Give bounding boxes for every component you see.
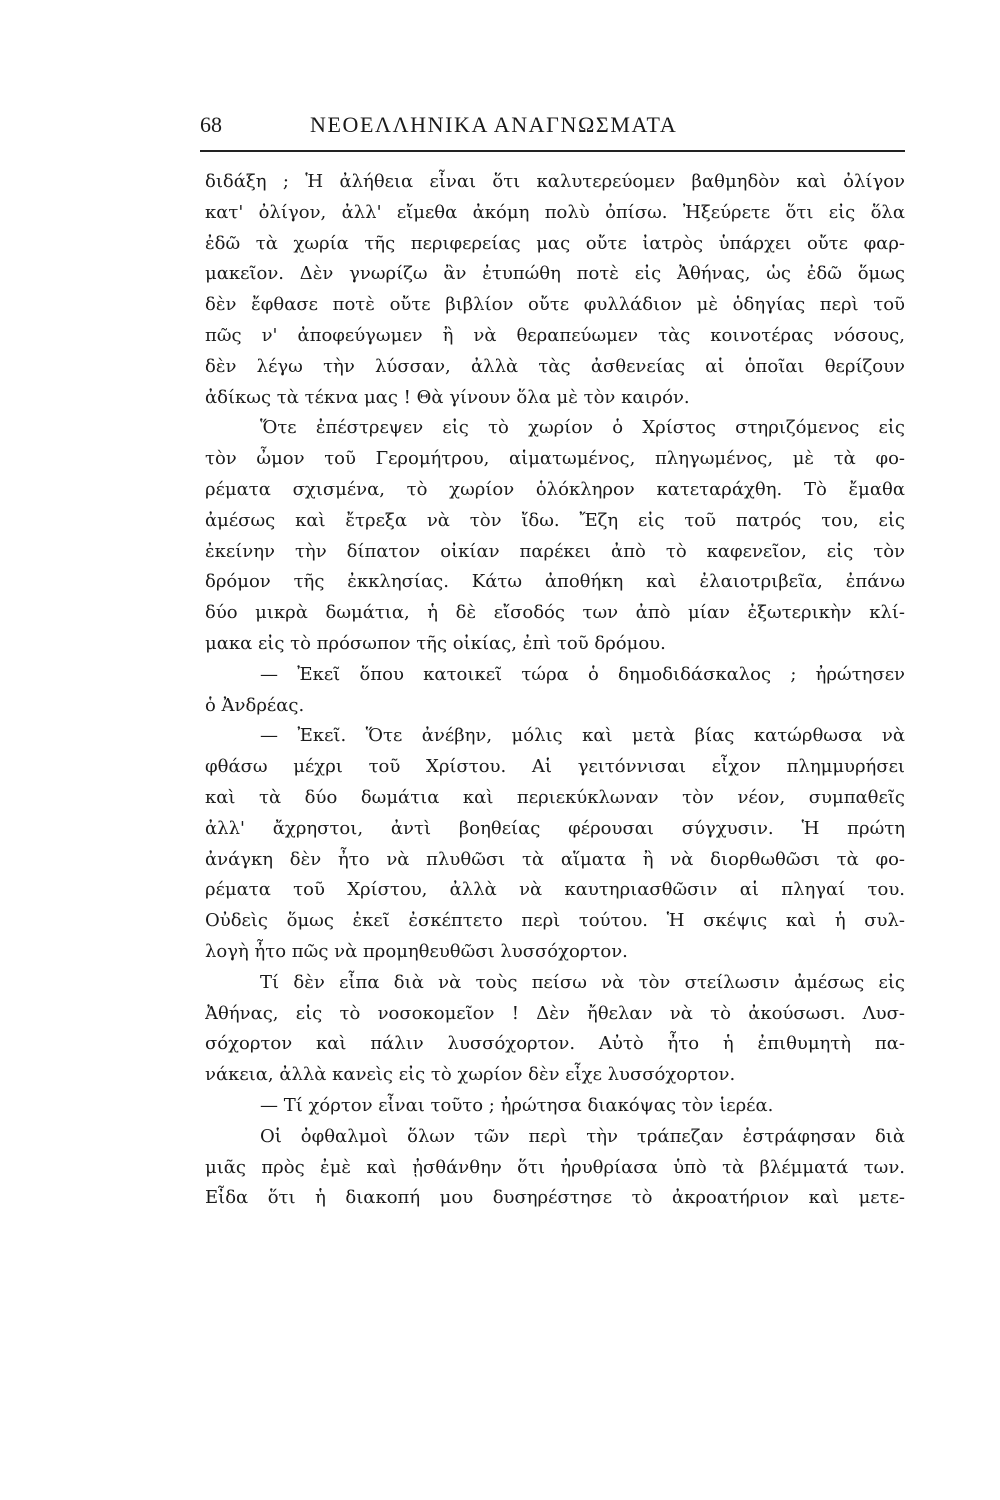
text-line: ὁ Ἀνδρέας. — [205, 694, 305, 716]
text-line: Εἶδα ὅτι ἡ διακοπή μου δυσηρέστησε τὸ ἀκροατήριον καὶ μετε- — [205, 1187, 905, 1209]
text-line: δὲν ἔφθασε ποτὲ οὔτε βιβλίον οὔτε φυλλάδιον μὲ ὁδηγίας περὶ τοῦ — [205, 294, 905, 316]
text-line: ρέματα σχισμένα, τὸ χωρίον ὁλόκληρον κατεταράχθη. Τὸ ἔμαθα — [205, 478, 905, 500]
text-line: ἐκείνην τὴν δίπατον οἰκίαν παρέκει ἀπὸ τὸ καφενεῖον, εἰς τὸν — [205, 540, 905, 562]
text-line: Ἀθήνας, εἰς τὸ νοσοκομεῖον ! Δὲν ἤθελαν νὰ τὸ ἀκούσωσι. Λυσ- — [205, 1002, 905, 1024]
text-line: νάκεια, ἀλλὰ κανεὶς εἰς τὸ χωρίον δὲν εἶχε λυσσόχορτον. — [205, 1064, 736, 1086]
paragraph — [205, 1091, 905, 1122]
paragraph — [205, 721, 905, 967]
page-header — [200, 112, 760, 146]
text-line: φθάσω μέχρι τοῦ Χρίστου. Αἱ γειτόννισαι εἶχον πλημμυρήσει — [205, 756, 905, 778]
text-line: Οὐδεὶς ὅμως ἐκεῖ ἐσκέπτετο περὶ τούτου. Ἡ σκέψις καὶ ἡ συλ- — [205, 910, 905, 932]
text-line: δύο μικρὰ δωμάτια, ἡ δὲ εἴσοδός των ἀπὸ μίαν ἐξωτερικὴν κλί- — [205, 602, 905, 624]
text-line: — Ἐκεῖ ὅπου κατοικεῖ τώρα ὁ δημοδιδάσκαλος ; ἠρώτησεν — [260, 663, 905, 685]
text-line: κατ' ὀλίγον, ἀλλ' εἴμεθα ἀκόμη πολὺ ὀπίσω. Ἠξεύρετε ὅτι εἰς ὅλα — [205, 201, 905, 223]
text-line: δὲν λέγω τὴν λύσσαν, ἀλλὰ τὰς ἀσθενείας αἱ ὁποῖαι θερίζουν — [205, 355, 905, 377]
text-line: σόχορτον καὶ πάλιν λυσσόχορτον. Αὐτὸ ἦτο ἡ ἐπιθυμητὴ πα- — [205, 1033, 905, 1055]
text-line: μακα εἰς τὸ πρόσωπον τῆς οἰκίας, ἐπὶ τοῦ δρόμου. — [205, 632, 666, 654]
body-text — [205, 167, 905, 1214]
text-line: ἀνάγκη δὲν ἦτο νὰ πλυθῶσι τὰ αἵματα ἢ νὰ διορθωθῶσι τὰ φο- — [205, 848, 905, 870]
page-number: 68 — [200, 112, 222, 137]
text-line: ἀδίκως τὰ τέκνα μας ! Θὰ γίνουν ὅλα μὲ τὸν καιρόν. — [205, 386, 690, 408]
text-line: δρόμον τῆς ἐκκλησίας. Κάτω ἀποθήκη καὶ ἐλαιοτριβεῖα, ἐπάνω — [205, 571, 905, 593]
text-line: ἀμέσως καὶ ἔτρεξα νὰ τὸν ἴδω. Ἔζη εἰς τοῦ πατρός του, εἰς — [205, 509, 905, 531]
paragraph — [205, 413, 905, 659]
text-line: Οἱ ὀφθαλμοὶ ὅλων τῶν περὶ τὴν τράπεζαν ἐστράφησαν διὰ — [260, 1125, 905, 1147]
text-line: ἐδῶ τὰ χωρία τῆς περιφερείας μας οὔτε ἰατρὸς ὑπάρχει οὔτε φαρ- — [205, 232, 905, 254]
text-line: καὶ τὰ δύο δωμάτια καὶ περιεκύκλωναν τὸν νέον, συμπαθεῖς — [205, 786, 905, 808]
text-line: πῶς ν' ἀποφεύγωμεν ἢ νὰ θεραπεύωμεν τὰς κοινοτέρας νόσους, — [205, 324, 905, 346]
text-line: Ὅτε ἐπέστρεψεν εἰς τὸ χωρίον ὁ Χρίστος στηριζόμενος εἰς — [260, 417, 905, 439]
text-line: μακεῖον. Δὲν γνωρίζω ἂν ἐτυπώθη ποτὲ εἰς Ἀθήνας, ὡς ἐδῶ ὅμως — [205, 263, 905, 285]
text-line: λογὴ ἦτο πῶς νὰ προμηθευθῶσι λυσσόχορτον. — [205, 940, 628, 962]
paragraph — [205, 1122, 905, 1214]
paragraph — [205, 968, 905, 1091]
text-line: Τί δὲν εἶπα διὰ νὰ τοὺς πείσω νὰ τὸν στείλωσιν ἀμέσως εἰς — [260, 971, 905, 993]
text-line: ρέματα τοῦ Χρίστου, ἀλλὰ νὰ καυτηριασθῶσιν αἱ πληγαί του. — [205, 879, 905, 901]
text-line: ἀλλ' ἄχρηστοι, ἀντὶ βοηθείας φέρουσαι σύγχυσιν. Ἡ πρώτη — [205, 817, 905, 839]
text-line: — Ἐκεῖ. Ὅτε ἀνέβην, μόλις καὶ μετὰ βίας κατώρθωσα νὰ — [260, 725, 905, 747]
text-line: — Τί χόρτον εἶναι τοῦτο ; ἠρώτησα διακόψας τὸν ἱερέα. — [260, 1094, 774, 1116]
paragraph — [205, 660, 905, 722]
text-line: διδάξη ; Ἡ ἀλήθεια εἶναι ὅτι καλυτερεύομεν βαθμηδὸν καὶ ὀλίγον — [205, 171, 905, 192]
text-line: μιᾶς πρὸς ἐμὲ καὶ ᾐσθάνθην ὅτι ἠρυθρίασα ὑπὸ τὰ βλέμματά των. — [205, 1156, 905, 1178]
paragraph — [205, 167, 905, 413]
header-rule — [200, 150, 905, 152]
text-line: τὸν ὦμον τοῦ Γερομήτρου, αἱματωμένος, πληγωμένος, μὲ τὰ φο- — [205, 448, 905, 470]
running-title: ΝΕΟΕΛΛΗΝΙΚΑ ΑΝΑΓΝΩΣΜΑΤΑ — [310, 112, 678, 137]
